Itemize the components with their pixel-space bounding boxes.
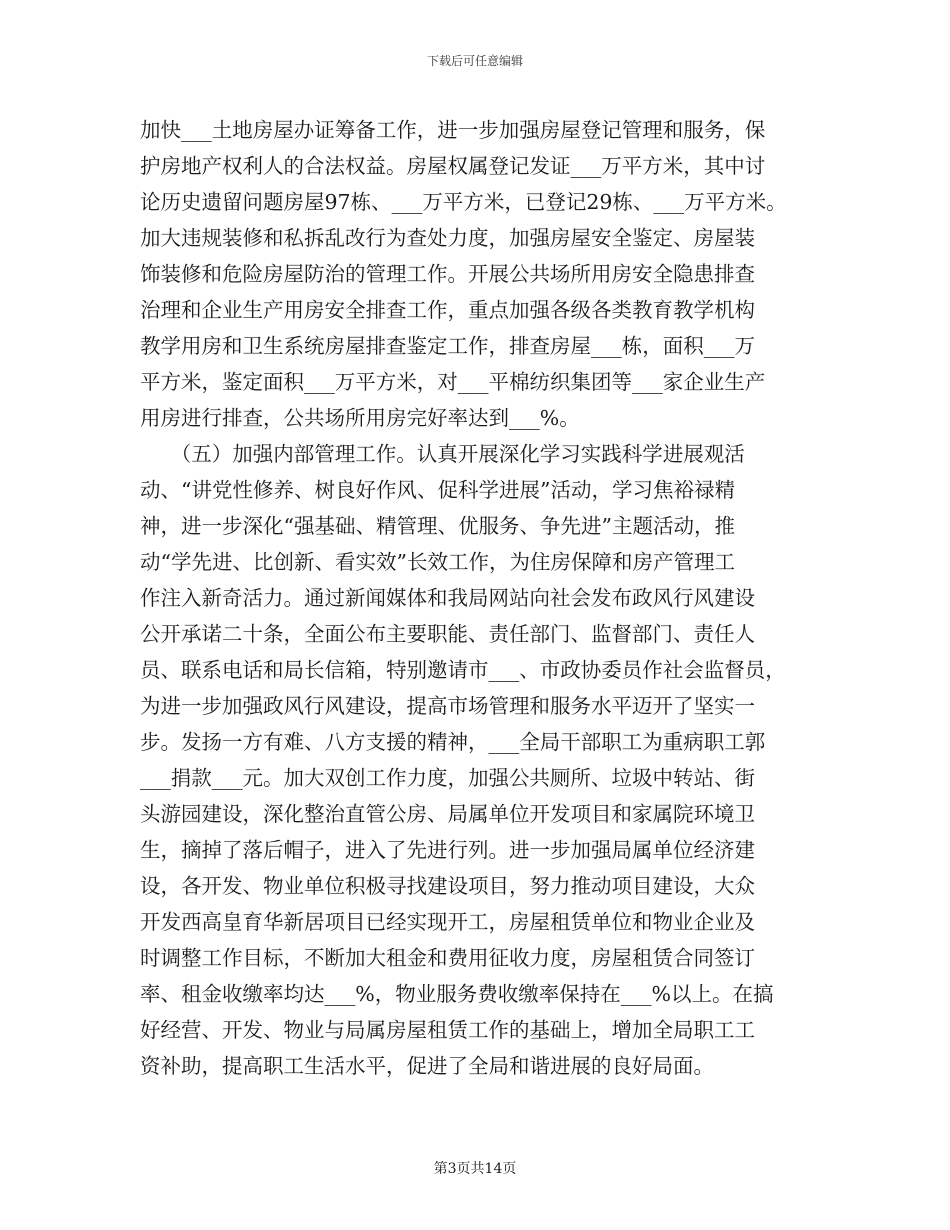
text-line: 教学用房和卫生系统房屋排查鉴定工作，排查房屋___栋，面积___万: [140, 334, 755, 358]
page-header: 下载后可任意编辑: [426, 54, 523, 68]
text-line: 开发西高皇育华新居项目已经实现开工，房屋租赁单位和物业企业及: [140, 910, 755, 934]
text-line: 率、租金收缴率均达___%，物业服务费收缴率保持在___%以上。在搞: [140, 982, 774, 1006]
text-line: 护房地产权利人的合法权益。房屋权属登记发证___万平方米，其中讨: [140, 154, 766, 178]
text-line: 动、“讲党性修养、树良好作风、促科学进展”活动，学习焦裕禄精: [140, 478, 735, 502]
text-line: 好经营、开发、物业与局属房屋租赁工作的基础上，增加全局职工工: [140, 1018, 755, 1042]
text-line: 生，摘掉了落后帽子，进入了先进行列。进一步加强局属单位经济建: [140, 838, 755, 862]
text-line: 设，各开发、物业单位积极寻找建设项目，努力推动项目建设，大众: [140, 874, 755, 898]
text-line: 为进一步加强政风行风建设，提高市场管理和服务水平迈开了坚实一: [140, 694, 755, 718]
text-line: 加快___土地房屋办证筹备工作，进一步加强房屋登记管理和服务，保: [140, 118, 766, 142]
text-line: 神，进一步深化“强基础、精管理、优服务、争先进”主题活动，推: [140, 514, 735, 538]
document-body: [140, 112, 830, 1084]
text-line: 论历史遗留问题房屋97栋、___万平方米，已登记29栋、___万平方米。: [140, 190, 787, 214]
text-line: ___捐款___元。加大双创工作力度，加强公共厕所、垃圾中转站、街: [140, 766, 755, 790]
text-line: 头游园建设，深化整治直管公房、局属单位开发项目和家属院环境卫: [140, 802, 755, 826]
text-line: 资补助，提高职工生活水平，促进了全局和谐进展的良好局面。: [140, 1054, 714, 1078]
text-line: 时调整工作目标，不断加大租金和费用征收力度，房屋租赁合同签订: [140, 946, 755, 970]
text-line: 动“学先进、比创新、看实效”长效工作，为住房保障和房产管理工: [140, 550, 735, 574]
text-line: 步。发扬一方有难、八方支援的精神，___全局干部职工为重病职工郭: [140, 730, 766, 754]
text-line: 公开承诺二十条，全面公布主要职能、责任部门、监督部门、责任人: [140, 622, 755, 646]
text-line: 饰装修和危险房屋防治的管理工作。开展公共场所用房安全隐患排查: [140, 262, 755, 286]
text-line: （五）加强内部管理工作。认真开展深化学习实践科学进展观活: [140, 442, 745, 466]
text-line: 用房进行排查，公共场所用房完好率达到___%。: [140, 406, 580, 430]
text-line: 员、联系电话和局长信箱，特别邀请市___、市政协委员作社会监督员，: [140, 658, 786, 682]
text-line: 作注入新奇活力。通过新闻媒体和我局网站向社会发布政风行风建设: [140, 586, 755, 610]
text-line: 加大违规装修和私拆乱改行为查处力度，加强房屋安全鉴定、房屋装: [140, 226, 755, 250]
text-line: 平方米，鉴定面积___万平方米，对___平棉纺织集团等___家企业生产: [140, 370, 766, 394]
text-line: 治理和企业生产用房安全排查工作，重点加强各级各类教育教学机构: [140, 298, 755, 322]
page-number: 第3页共14页: [433, 1161, 517, 1177]
